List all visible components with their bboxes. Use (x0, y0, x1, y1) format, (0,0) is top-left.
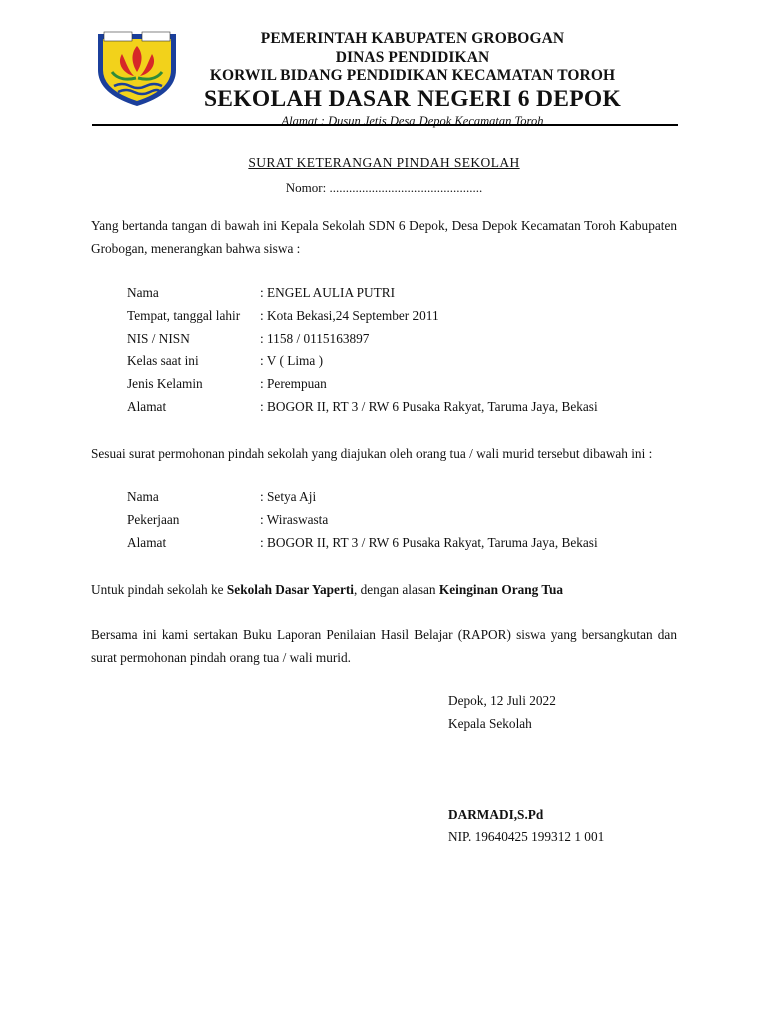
district-line: KORWIL BIDANG PENDIDIKAN KECAMATAN TOROH (209, 67, 616, 84)
transfer-reason: Keinginan Orang Tua (438, 582, 564, 597)
student-row: Kelas saat ini : V ( Lima ) (127, 353, 324, 368)
student-row: NIS / NISN : 1158 / 0115163897 (127, 331, 370, 346)
letterhead-divider (92, 124, 678, 126)
student-row: Tempat, tanggal lahir : Kota Bekasi,24 September 2011 (127, 308, 439, 323)
student-row: Nama : ENGEL AULIA PUTRI (127, 285, 396, 300)
request-paragraph: Sesuai surat permohonan pindah sekolah yang diajukan oleh orang tua / wali murid tersebut dibawah ini : (91, 446, 653, 461)
government-line: PEMERINTAH KABUPATEN GROBOGAN (260, 30, 565, 47)
school-address: Alamat : Dusun Jetis Desa Depok Kecamatan Toroh (281, 113, 544, 128)
intro-paragraph: Yang bertanda tangan di bawah ini Kepala Sekolah SDN 6 Depok, Desa Depok Kecamatan Toroh Kabupaten Grobogan, menerangkan bahwa siswa : (91, 218, 677, 256)
letter-title: SURAT KETERANGAN PINDAH SEKOLAH (248, 155, 520, 170)
grobogan-emblem-logo (92, 24, 182, 108)
school-name: SEKOLAH DASAR NEGERI 6 DEPOK (203, 85, 622, 112)
place-date: Depok, 12 Juli 2022 (448, 693, 556, 708)
transfer-statement: Untuk pindah sekolah ke Sekolah Dasar Yaperti, dengan alasan Keinginan Orang Tua (91, 582, 564, 597)
letterhead (185, 30, 640, 129)
signer-nip: NIP. 19640425 199312 1 001 (448, 829, 605, 844)
parent-row: Nama : Setya Aji (127, 489, 317, 504)
department-line: DINAS PENDIDIKAN (335, 48, 490, 66)
parent-row: Alamat : BOGOR II, RT 3 / RW 6 Pusaka Rakyat, Taruma Jaya, Bekasi (127, 535, 598, 550)
letter-number: Nomor: ............................................... (285, 180, 483, 195)
closing-paragraph: Bersama ini kami sertakan Buku Laporan Penilaian Hasil Belajar (RAPOR) siswa yang bersangkutan dan surat permohonan pindah orang tua / wali murid. (91, 627, 677, 665)
signer-position: Kepala Sekolah (448, 716, 532, 731)
destination-school: Sekolah Dasar Yaperti (226, 582, 354, 597)
student-row: Jenis Kelamin : Perempuan (127, 376, 327, 391)
student-row: Alamat : BOGOR II, RT 3 / RW 6 Pusaka Rakyat, Taruma Jaya, Bekasi (127, 399, 598, 414)
parent-row: Pekerjaan : Wiraswasta (127, 512, 329, 527)
signer-name: DARMADI,S.Pd (448, 807, 544, 822)
